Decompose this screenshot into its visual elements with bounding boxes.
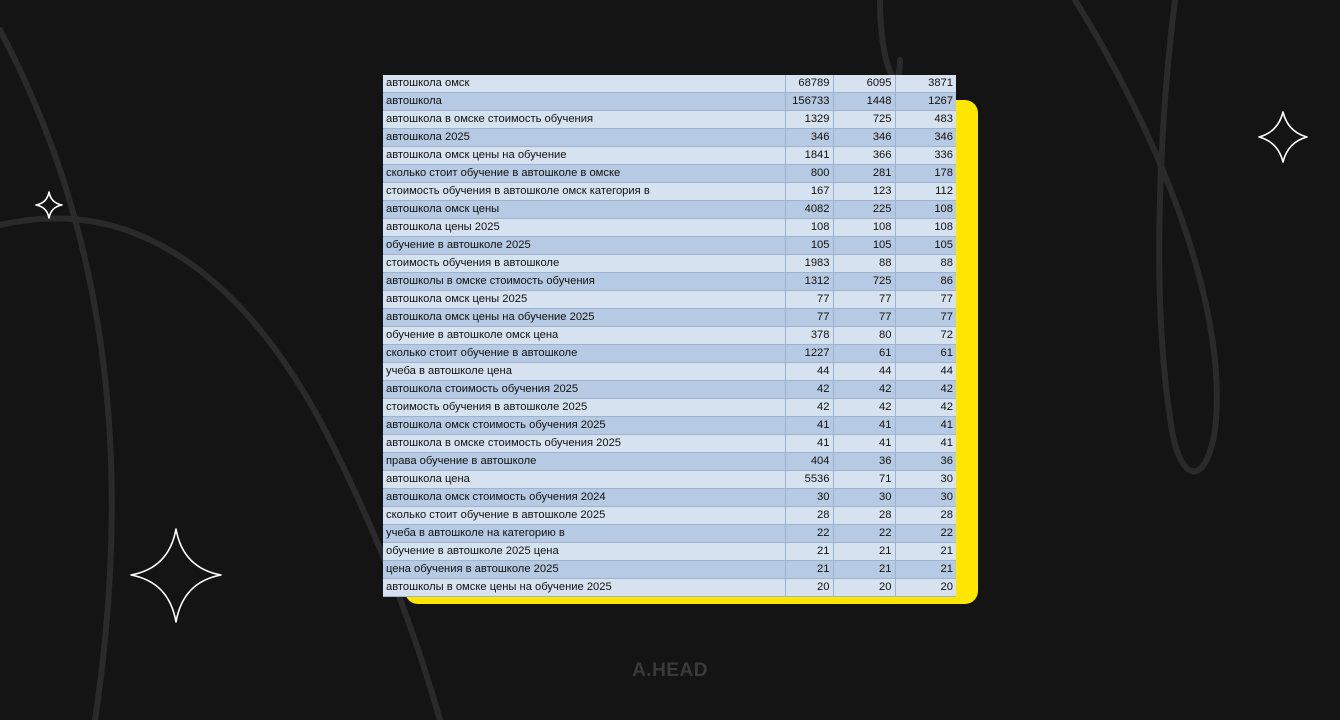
table-row [383,561,956,579]
table-row [383,327,956,345]
value-cell: 20 [833,579,895,597]
table-row [383,345,956,363]
value-cell: 105 [833,237,895,255]
table-row [383,291,956,309]
keyword-cell: автошкола [383,93,785,111]
value-cell: 21 [785,561,833,579]
value-cell: 1227 [785,345,833,363]
value-cell: 21 [785,543,833,561]
value-cell: 88 [833,255,895,273]
table-row [383,201,956,219]
background-curve [0,218,440,720]
table-row [383,381,956,399]
value-cell: 108 [895,201,956,219]
table-row [383,525,956,543]
table-row [383,111,956,129]
sparkle-icon [1259,112,1307,162]
keyword-cell: автошкола омск цены на обучение 2025 [383,309,785,327]
value-cell: 21 [895,543,956,561]
value-cell: 42 [895,399,956,417]
value-cell: 77 [895,309,956,327]
value-cell: 28 [895,507,956,525]
keyword-cell: автошкола омск цены [383,201,785,219]
value-cell: 30 [895,489,956,507]
value-cell: 41 [833,417,895,435]
keywords-table-card [383,75,956,593]
value-cell: 378 [785,327,833,345]
value-cell: 86 [895,273,956,291]
value-cell: 71 [833,471,895,489]
value-cell: 42 [785,381,833,399]
value-cell: 178 [895,165,956,183]
keyword-cell: автошкола омск цены на обучение [383,147,785,165]
table-row [383,75,956,93]
table-row [383,93,956,111]
value-cell: 30 [785,489,833,507]
value-cell: 725 [833,273,895,291]
table-row [383,273,956,291]
value-cell: 42 [785,399,833,417]
table-row [383,363,956,381]
table-row [383,255,956,273]
value-cell: 44 [895,363,956,381]
value-cell: 105 [895,237,956,255]
value-cell: 21 [833,543,895,561]
sparkle-icon [36,192,62,218]
value-cell: 346 [895,129,956,147]
table-row [383,435,956,453]
value-cell: 1267 [895,93,956,111]
value-cell: 77 [833,291,895,309]
value-cell: 156733 [785,93,833,111]
value-cell: 61 [833,345,895,363]
value-cell: 404 [785,453,833,471]
value-cell: 123 [833,183,895,201]
value-cell: 41 [785,435,833,453]
keyword-cell: права обучение в автошколе [383,453,785,471]
table-row [383,237,956,255]
value-cell: 30 [833,489,895,507]
keyword-cell: стоимость обучения в автошколе [383,255,785,273]
value-cell: 108 [785,219,833,237]
value-cell: 6095 [833,75,895,93]
value-cell: 72 [895,327,956,345]
sparkle-icon [131,529,221,622]
keyword-cell: автошкола 2025 [383,129,785,147]
keyword-cell: автошкола в омске стоимость обучения 2025 [383,435,785,453]
value-cell: 346 [785,129,833,147]
table-row [383,129,956,147]
value-cell: 77 [895,291,956,309]
keyword-cell: обучение в автошколе 2025 цена [383,543,785,561]
background-curve [0,30,112,720]
keyword-cell: автошкола цена [383,471,785,489]
value-cell: 21 [833,561,895,579]
table-row [383,543,956,561]
table-row [383,579,956,597]
value-cell: 167 [785,183,833,201]
keyword-cell: учеба в автошколе на категорию в [383,525,785,543]
table-row [383,183,956,201]
value-cell: 1841 [785,147,833,165]
value-cell: 20 [895,579,956,597]
keyword-cell: автошколы в омске цены на обучение 2025 [383,579,785,597]
keyword-cell: сколько стоит обучение в автошколе [383,345,785,363]
value-cell: 5536 [785,471,833,489]
value-cell: 77 [785,309,833,327]
background-curve [1075,0,1217,471]
keyword-cell: стоимость обучения в автошколе 2025 [383,399,785,417]
value-cell: 30 [895,471,956,489]
keyword-cell: автошкола омск [383,75,785,93]
keyword-cell: автошкола омск стоимость обучения 2025 [383,417,785,435]
table-row [383,309,956,327]
keyword-cell: автошкола омск стоимость обучения 2024 [383,489,785,507]
value-cell: 800 [785,165,833,183]
table-row [383,417,956,435]
value-cell: 42 [895,381,956,399]
value-cell: 36 [895,453,956,471]
value-cell: 42 [833,381,895,399]
value-cell: 28 [785,507,833,525]
value-cell: 77 [833,309,895,327]
background-curve [880,0,900,78]
keyword-cell: сколько стоит обучение в автошколе в омске [383,165,785,183]
table-row [383,399,956,417]
value-cell: 112 [895,183,956,201]
keyword-cell: учеба в автошколе цена [383,363,785,381]
table-row [383,471,956,489]
value-cell: 281 [833,165,895,183]
value-cell: 68789 [785,75,833,93]
table-row [383,147,956,165]
value-cell: 22 [895,525,956,543]
value-cell: 44 [785,363,833,381]
value-cell: 366 [833,147,895,165]
value-cell: 80 [833,327,895,345]
value-cell: 22 [833,525,895,543]
value-cell: 346 [833,129,895,147]
value-cell: 483 [895,111,956,129]
keyword-cell: автошкола омск цены 2025 [383,291,785,309]
value-cell: 4082 [785,201,833,219]
value-cell: 41 [895,435,956,453]
value-cell: 88 [895,255,956,273]
keyword-cell: сколько стоит обучение в автошколе 2025 [383,507,785,525]
value-cell: 1448 [833,93,895,111]
keyword-cell: автошкола стоимость обучения 2025 [383,381,785,399]
value-cell: 21 [895,561,956,579]
value-cell: 1983 [785,255,833,273]
value-cell: 41 [785,417,833,435]
value-cell: 336 [895,147,956,165]
keyword-cell: автошкола цены 2025 [383,219,785,237]
keyword-cell: обучение в автошколе омск цена [383,327,785,345]
value-cell: 41 [833,435,895,453]
value-cell: 3871 [895,75,956,93]
keywords-table [383,75,956,597]
value-cell: 61 [895,345,956,363]
value-cell: 41 [895,417,956,435]
keyword-cell: обучение в автошколе 2025 [383,237,785,255]
brand-logo: A.HEAD [632,660,708,681]
value-cell: 108 [895,219,956,237]
keyword-cell: цена обучения в автошколе 2025 [383,561,785,579]
value-cell: 20 [785,579,833,597]
value-cell: 725 [833,111,895,129]
value-cell: 105 [785,237,833,255]
value-cell: 44 [833,363,895,381]
keyword-cell: автошкола в омске стоимость обучения [383,111,785,129]
value-cell: 22 [785,525,833,543]
value-cell: 1329 [785,111,833,129]
table-row [383,219,956,237]
value-cell: 1312 [785,273,833,291]
table-row [383,165,956,183]
value-cell: 28 [833,507,895,525]
value-cell: 77 [785,291,833,309]
value-cell: 108 [833,219,895,237]
table-row [383,489,956,507]
value-cell: 42 [833,399,895,417]
value-cell: 225 [833,201,895,219]
value-cell: 36 [833,453,895,471]
table-row [383,453,956,471]
table-row [383,507,956,525]
keyword-cell: стоимость обучения в автошколе омск категория в [383,183,785,201]
keyword-cell: автошколы в омске стоимость обучения [383,273,785,291]
